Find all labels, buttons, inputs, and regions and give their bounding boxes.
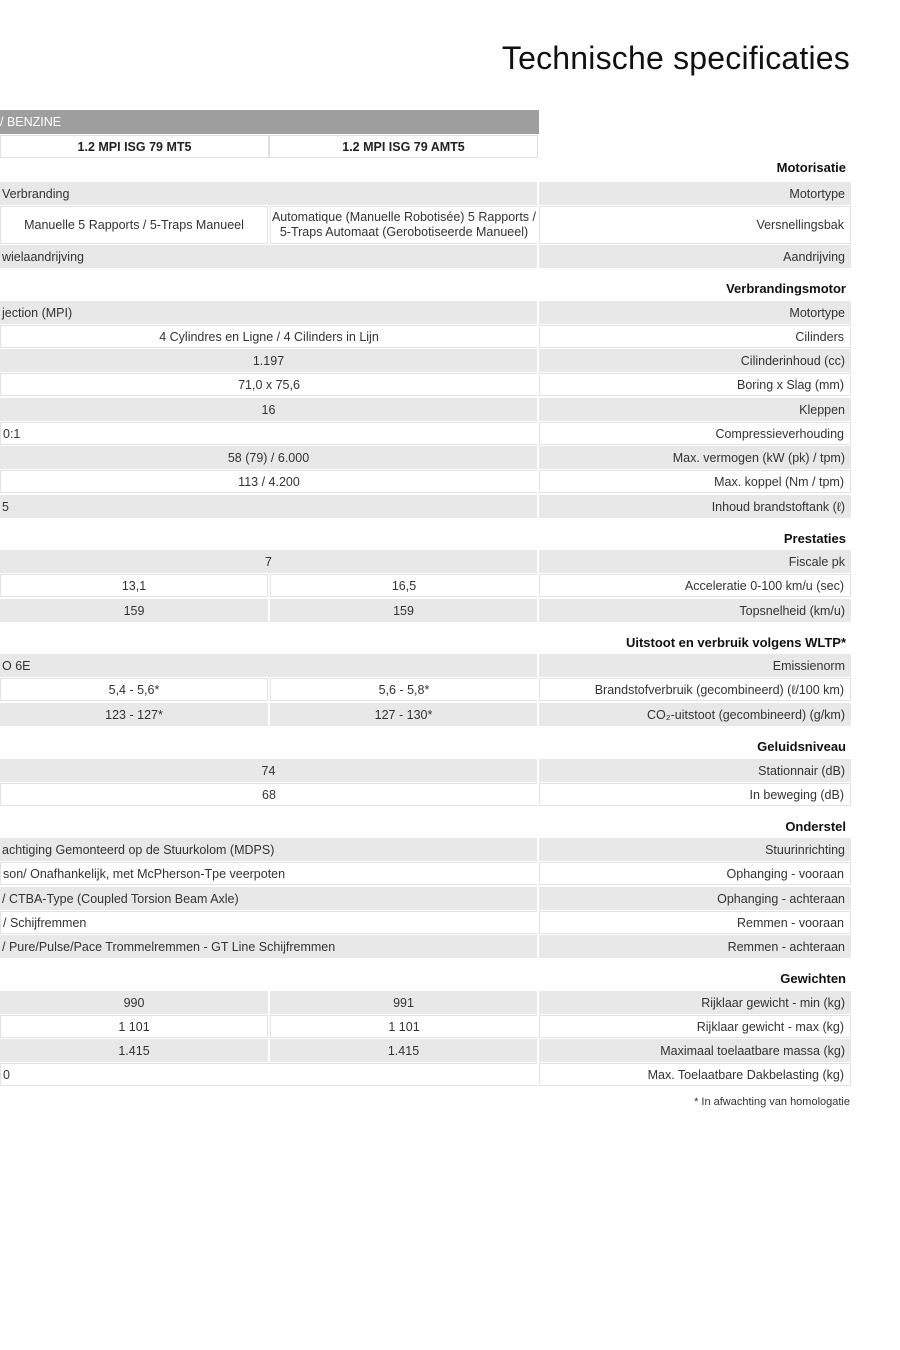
spec-value-mt5: 123 - 127*	[0, 703, 268, 726]
spec-row	[0, 838, 852, 861]
spec-label: Cilinderinhoud (cc)	[539, 349, 851, 372]
variant-header-row	[0, 135, 539, 158]
spec-label: Versnellingsbak	[539, 206, 851, 244]
spec-label: Cilinders	[539, 325, 851, 348]
spec-label: Compressieverhouding	[539, 422, 851, 445]
spec-label: Stationnair (dB)	[539, 759, 851, 782]
spec-row	[0, 574, 852, 597]
spec-label: Motortype	[539, 301, 851, 324]
section-title-geluidsniveau: Geluidsniveau	[757, 739, 846, 754]
section-title-motorisatie: Motorisatie	[776, 160, 846, 175]
spec-row	[0, 373, 852, 396]
spec-label: Topsnelheid (km/u)	[539, 599, 851, 622]
spec-label: Remmen - vooraan	[539, 911, 851, 934]
spec-row	[0, 783, 852, 806]
spec-label: Brandstofverbruik (gecombineerd) (ℓ/100 km)	[539, 678, 851, 701]
spec-label: CO₂-uitstoot (gecombineerd) (g/km)	[539, 703, 851, 726]
spec-value: jection (MPI)	[0, 301, 537, 324]
spec-label: Rijklaar gewicht - max (kg)	[539, 1015, 851, 1038]
section-title-verbrandingsmotor: Verbrandingsmotor	[726, 281, 846, 296]
variant-mt5-header: 1.2 MPI ISG 79 MT5	[0, 135, 269, 158]
spec-value-mt5: 1 101	[0, 1015, 268, 1038]
spec-row	[0, 759, 852, 782]
spec-label: Aandrijving	[539, 245, 851, 268]
spec-value-mt5: 1.415	[0, 1039, 268, 1062]
spec-value: 7	[0, 550, 537, 573]
section-title-uitstoot: Uitstoot en verbruik volgens WLTP*	[625, 635, 846, 650]
spec-value: / Pure/Pulse/Pace Trommelremmen - GT Line Schijfremmen	[0, 935, 537, 958]
spec-value-mt5: 13,1	[0, 574, 268, 597]
spec-row	[0, 862, 852, 885]
spec-row	[0, 495, 852, 518]
spec-label: Max. Toelaatbare Dakbelasting (kg)	[539, 1063, 851, 1086]
spec-value: son/ Onafhankelijk, met McPherson-Tpe veerpoten	[0, 862, 537, 885]
spec-row	[0, 550, 852, 573]
spec-row	[0, 245, 852, 268]
spec-label: Rijklaar gewicht - min (kg)	[539, 991, 851, 1014]
spec-row	[0, 422, 852, 445]
spec-value: 16	[0, 398, 537, 421]
spec-label: Inhoud brandstoftank (ℓ)	[539, 495, 851, 518]
spec-value: O 6E	[0, 654, 537, 677]
spec-label: Maximaal toelaatbare massa (kg)	[539, 1039, 851, 1062]
spec-row	[0, 446, 852, 469]
spec-value-amt5: Automatique (Manuelle Robotisée) 5 Rapports / 5-Traps Automaat (Gerobotiseerde Manueel)	[270, 206, 537, 244]
spec-value-amt5: 16,5	[270, 574, 537, 597]
section-title-onderstel: Onderstel	[785, 819, 846, 834]
spec-row	[0, 991, 852, 1014]
homologation-footnote: * In afwachting van homologatie	[694, 1096, 850, 1108]
spec-row	[0, 654, 852, 677]
spec-row	[0, 349, 852, 372]
spec-value: 58 (79) / 6.000	[0, 446, 537, 469]
spec-value: / CTBA-Type (Coupled Torsion Beam Axle)	[0, 887, 537, 910]
spec-label: In beweging (dB)	[539, 783, 851, 806]
spec-label: Remmen - achteraan	[539, 935, 851, 958]
page-title: Technische specificaties	[501, 40, 850, 76]
spec-row	[0, 398, 852, 421]
spec-value: 68	[0, 783, 537, 806]
spec-row	[0, 325, 852, 348]
fuel-type-header: / BENZINE	[0, 110, 539, 134]
spec-value: 1.197	[0, 349, 537, 372]
spec-label: Boring x Slag (mm)	[539, 373, 851, 396]
spec-row	[0, 1039, 852, 1062]
spec-row	[0, 935, 852, 958]
spec-label: Ophanging - vooraan	[539, 862, 851, 885]
spec-value: achtiging Gemonteerd op de Stuurkolom (MDPS)	[0, 838, 537, 861]
spec-value: wielaandrijving	[0, 245, 537, 268]
spec-row	[0, 599, 852, 622]
section-title-prestaties: Prestaties	[783, 531, 846, 546]
spec-label: Max. vermogen (kW (pk) / tpm)	[539, 446, 851, 469]
spec-value: 71,0 x 75,6	[0, 373, 537, 396]
spec-value: 113 / 4.200	[0, 470, 537, 493]
spec-value-mt5: Manuelle 5 Rapports / 5-Traps Manueel	[0, 206, 268, 244]
spec-label: Motortype	[539, 182, 851, 205]
spec-row	[0, 470, 852, 493]
section-title-gewichten: Gewichten	[780, 971, 846, 986]
spec-label: Stuurinrichting	[539, 838, 851, 861]
spec-value-mt5: 5,4 - 5,6*	[0, 678, 268, 701]
spec-value: 0	[0, 1063, 537, 1086]
spec-row	[0, 301, 852, 324]
spec-value: Verbranding	[0, 182, 537, 205]
spec-value-amt5: 159	[270, 599, 537, 622]
spec-value-amt5: 5,6 - 5,8*	[270, 678, 537, 701]
spec-row	[0, 911, 852, 934]
spec-value-amt5: 1.415	[270, 1039, 537, 1062]
spec-label: Kleppen	[539, 398, 851, 421]
spec-value: 4 Cylindres en Ligne / 4 Cilinders in Lijn	[0, 325, 537, 348]
spec-value-amt5: 1 101	[270, 1015, 537, 1038]
spec-row	[0, 678, 852, 701]
spec-value-amt5: 991	[270, 991, 537, 1014]
spec-label: Max. koppel (Nm / tpm)	[539, 470, 851, 493]
spec-value-amt5: 127 - 130*	[270, 703, 537, 726]
spec-label: Acceleratie 0-100 km/u (sec)	[539, 574, 851, 597]
spec-row	[0, 1063, 852, 1086]
spec-value-mt5: 990	[0, 991, 268, 1014]
variant-amt5-header: 1.2 MPI ISG 79 AMT5	[269, 135, 538, 158]
spec-row	[0, 182, 852, 205]
spec-value: / Schijfremmen	[0, 911, 537, 934]
spec-row	[0, 1015, 852, 1038]
spec-row	[0, 887, 852, 910]
spec-value: 5	[0, 495, 537, 518]
spec-value-mt5: 159	[0, 599, 268, 622]
spec-value: 74	[0, 759, 537, 782]
spec-value: 0:1	[0, 422, 537, 445]
spec-row	[0, 206, 852, 244]
spec-label: Ophanging - achteraan	[539, 887, 851, 910]
spec-label: Fiscale pk	[539, 550, 851, 573]
spec-label: Emissienorm	[539, 654, 851, 677]
spec-row	[0, 703, 852, 726]
